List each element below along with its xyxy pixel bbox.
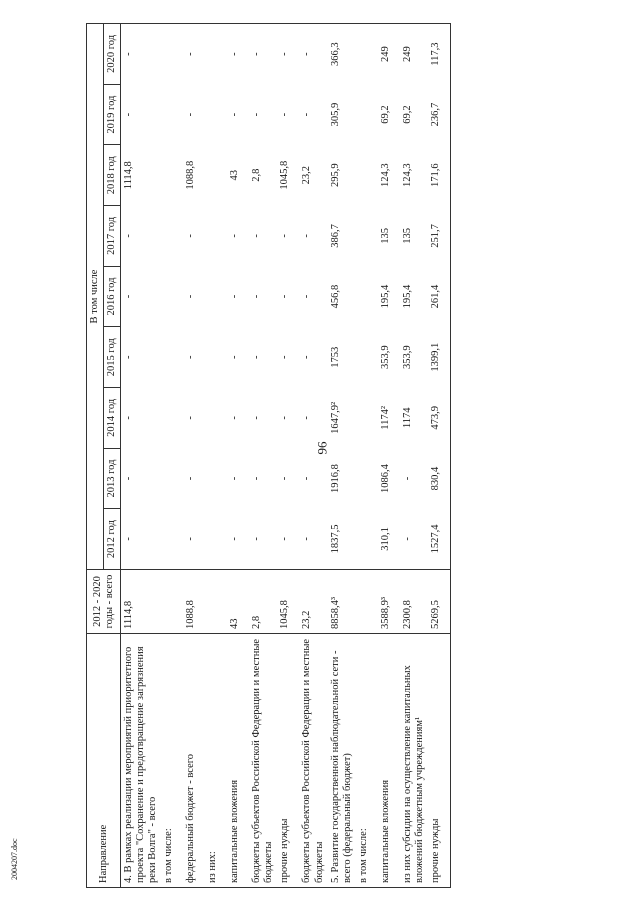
row-value: - bbox=[229, 537, 241, 541]
row-value: - bbox=[299, 24, 327, 85]
header-year: 2019 год bbox=[104, 84, 121, 145]
row-value: 1916,8 bbox=[329, 464, 341, 493]
row-value bbox=[356, 448, 378, 509]
row-value: - bbox=[301, 294, 313, 299]
row-value: - bbox=[279, 294, 291, 299]
row-value: 456,8 bbox=[329, 284, 341, 309]
row-value bbox=[356, 509, 378, 570]
row-value: 236,7 bbox=[428, 84, 451, 145]
row-value: 295,9 bbox=[329, 163, 341, 188]
row-value bbox=[205, 327, 227, 388]
table-row bbox=[328, 24, 356, 888]
row-value: - bbox=[279, 537, 291, 541]
table-row bbox=[277, 24, 299, 888]
row-value: 23,2 bbox=[301, 166, 313, 185]
row-value: 1045,8 bbox=[279, 160, 291, 190]
row-value: 2,8 bbox=[251, 168, 263, 182]
row-total: 3588,9³ bbox=[378, 570, 400, 634]
row-value bbox=[161, 388, 183, 449]
row-value: 195,4 bbox=[401, 284, 413, 309]
row-label: федеральный бюджет - всего bbox=[183, 634, 205, 888]
row-value: - bbox=[123, 234, 135, 238]
header-year: 2017 год bbox=[104, 206, 121, 267]
row-value bbox=[205, 145, 227, 206]
row-value: - bbox=[301, 416, 313, 420]
budget-table bbox=[86, 23, 451, 888]
row-value: - bbox=[185, 112, 197, 117]
row-value: - bbox=[123, 294, 135, 299]
row-total: 2,8 bbox=[249, 570, 277, 634]
row-value bbox=[356, 24, 378, 85]
row-value: - bbox=[123, 476, 135, 481]
row-value bbox=[161, 266, 183, 327]
row-value bbox=[205, 388, 227, 449]
row-value: - bbox=[229, 476, 241, 481]
row-value: 124,3 bbox=[379, 163, 391, 188]
row-value: 473,9 bbox=[428, 388, 451, 449]
row-value: 1837,5 bbox=[329, 524, 341, 554]
row-value: 1399,1 bbox=[428, 327, 451, 388]
row-value: - bbox=[185, 416, 197, 420]
row-value: - bbox=[185, 355, 197, 359]
row-value: - bbox=[251, 355, 263, 359]
row-value: - bbox=[251, 537, 263, 541]
row-label: бюджеты субъектов Российской Федерации и местные бюджеты bbox=[299, 634, 327, 888]
row-label: 5. Развитие государственной наблюдательной сети - всего (федеральный бюджет) bbox=[328, 634, 356, 888]
row-value bbox=[161, 509, 183, 570]
row-label: прочие нужды bbox=[277, 634, 299, 888]
row-value: - bbox=[185, 476, 197, 481]
row-value: - bbox=[123, 355, 135, 359]
row-total: 1088,8 bbox=[183, 570, 205, 634]
header-year: 2018 год bbox=[104, 145, 121, 206]
row-total bbox=[161, 570, 183, 634]
row-total: 43 bbox=[227, 570, 249, 634]
row-value bbox=[205, 206, 227, 267]
row-value: - bbox=[185, 537, 197, 541]
row-value: 310,1 bbox=[379, 527, 391, 551]
table-row bbox=[400, 24, 428, 888]
row-total: 1114,8 bbox=[121, 570, 162, 634]
row-value: 69,2 bbox=[401, 105, 413, 124]
row-value bbox=[205, 448, 227, 509]
row-value: 251,7 bbox=[428, 206, 451, 267]
row-value: - bbox=[279, 476, 291, 481]
row-value: 195,4 bbox=[379, 284, 391, 309]
row-value bbox=[356, 388, 378, 449]
row-value: - bbox=[123, 537, 135, 541]
row-value bbox=[161, 145, 183, 206]
row-value: - bbox=[251, 476, 263, 481]
row-value bbox=[161, 84, 183, 145]
row-value: - bbox=[301, 112, 313, 117]
row-value: - bbox=[301, 234, 313, 238]
row-value: 1174² bbox=[379, 405, 391, 430]
header-year: 2014 год bbox=[104, 388, 121, 449]
row-value: 69,2 bbox=[379, 105, 391, 124]
row-value: - bbox=[229, 234, 241, 238]
row-value: 43 bbox=[229, 169, 241, 181]
row-label: 4. В рамках реализации мероприятий приоритетного проекта "Сохранение и предотвращение загрязнения реки Волга" - всего bbox=[121, 634, 162, 888]
row-value bbox=[161, 448, 183, 509]
row-value: 305,9 bbox=[329, 102, 341, 127]
row-value: - bbox=[185, 294, 197, 299]
row-value: - bbox=[121, 24, 162, 85]
row-total: 23,2 bbox=[299, 570, 327, 634]
table-row bbox=[378, 24, 400, 888]
row-value: - bbox=[279, 355, 291, 359]
header-year: 2013 год bbox=[104, 448, 121, 509]
row-value bbox=[161, 206, 183, 267]
row-value: 1527,4 bbox=[428, 509, 451, 570]
header-year: 2016 год bbox=[104, 266, 121, 327]
row-value: - bbox=[251, 294, 263, 299]
row-value: - bbox=[301, 476, 313, 481]
row-value: 117,3 bbox=[428, 24, 451, 85]
row-value: 249 bbox=[378, 24, 400, 85]
row-value: 830,4 bbox=[428, 448, 451, 509]
table-row bbox=[121, 24, 162, 888]
table-row bbox=[183, 24, 205, 888]
row-label: прочие нужды bbox=[428, 634, 451, 888]
row-value: 366,3 bbox=[328, 24, 356, 85]
row-value: - bbox=[401, 476, 413, 481]
header-direction: Направление bbox=[87, 634, 121, 888]
row-value bbox=[205, 266, 227, 327]
row-value: - bbox=[401, 537, 413, 541]
row-value bbox=[205, 509, 227, 570]
row-value: 353,9 bbox=[379, 345, 391, 370]
row-total: 5269,5 bbox=[428, 570, 451, 634]
row-total: 1045,8 bbox=[277, 570, 299, 634]
row-value bbox=[161, 24, 183, 85]
row-value bbox=[356, 206, 378, 267]
row-label: в том числе: bbox=[161, 634, 183, 888]
row-value: - bbox=[251, 112, 263, 117]
row-label: капитальные вложения bbox=[227, 634, 249, 888]
row-value: - bbox=[183, 24, 205, 85]
table-row bbox=[205, 24, 227, 888]
row-value: - bbox=[249, 24, 277, 85]
table-body bbox=[121, 24, 451, 888]
rotated-table-container bbox=[86, 23, 626, 888]
row-value: 1114,8 bbox=[123, 161, 135, 190]
row-value: 1174 bbox=[401, 407, 413, 429]
row-value: 261,4 bbox=[428, 266, 451, 327]
row-value: - bbox=[229, 294, 241, 299]
row-value bbox=[356, 145, 378, 206]
row-value: 135 bbox=[379, 228, 391, 244]
row-value: 1647,9² bbox=[329, 401, 341, 434]
header-year: 2015 год bbox=[104, 327, 121, 388]
row-total: 2300,8 bbox=[400, 570, 428, 634]
row-value: - bbox=[123, 112, 135, 117]
row-value: 249 bbox=[400, 24, 428, 85]
table-row bbox=[299, 24, 327, 888]
row-value: - bbox=[277, 24, 299, 85]
row-label: из них субсидии на осуществление капитальных вложений бюджетным учреждениям¹ bbox=[400, 634, 428, 888]
header-year: 2020 год bbox=[104, 24, 121, 85]
row-label: из них: bbox=[205, 634, 227, 888]
row-value: 353,9 bbox=[401, 345, 413, 370]
row-value: - bbox=[279, 416, 291, 420]
document-filename: 2004207.doc bbox=[10, 838, 19, 880]
row-value: - bbox=[229, 112, 241, 117]
table-row bbox=[356, 24, 378, 888]
row-value: - bbox=[229, 355, 241, 359]
row-value: - bbox=[251, 416, 263, 420]
row-value: 1086,4 bbox=[379, 464, 391, 493]
table-row bbox=[161, 24, 183, 888]
row-value: 124,3 bbox=[401, 163, 413, 188]
table-row bbox=[428, 24, 451, 888]
row-value bbox=[205, 24, 227, 85]
row-total bbox=[356, 570, 378, 634]
header-group: В том числе bbox=[87, 24, 104, 570]
row-value: 1088,8 bbox=[185, 160, 197, 190]
row-value: - bbox=[301, 537, 313, 541]
row-value: - bbox=[185, 234, 197, 238]
row-total bbox=[205, 570, 227, 634]
row-value: - bbox=[301, 355, 313, 359]
row-value: - bbox=[279, 234, 291, 238]
header-year: 2012 год bbox=[104, 509, 121, 570]
row-value: - bbox=[251, 234, 263, 238]
row-value: 171,6 bbox=[428, 145, 451, 206]
row-value bbox=[356, 266, 378, 327]
row-total: 8858,4³ bbox=[328, 570, 356, 634]
table-row bbox=[249, 24, 277, 888]
row-value bbox=[356, 84, 378, 145]
row-value bbox=[356, 327, 378, 388]
row-value bbox=[161, 327, 183, 388]
row-value: - bbox=[279, 112, 291, 117]
row-value bbox=[205, 84, 227, 145]
row-label: в том числе: bbox=[356, 634, 378, 888]
row-value: 1753 bbox=[329, 346, 341, 368]
row-value: - bbox=[229, 416, 241, 420]
row-label: капитальные вложения bbox=[378, 634, 400, 888]
row-value: 135 bbox=[401, 228, 413, 244]
row-value: - bbox=[227, 24, 249, 85]
header-total: 2012 - 2020 годы - всего bbox=[87, 570, 121, 634]
row-label: бюджеты субъектов Российской Федерации и местные бюджеты bbox=[249, 634, 277, 888]
row-value: - bbox=[123, 416, 135, 420]
page-number: 96 bbox=[314, 441, 330, 455]
row-value: 386,7 bbox=[329, 224, 341, 248]
table-row bbox=[227, 24, 249, 888]
